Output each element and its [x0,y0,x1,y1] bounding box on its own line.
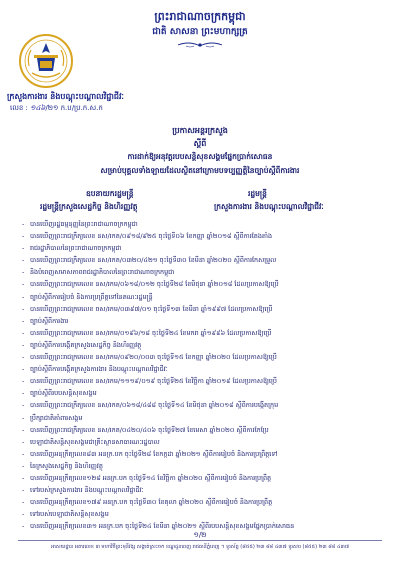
reference-item: - បានឃើញអនុក្រឹត្យលេខ៨៣ អនក្រ.បក ចុះថ្ងៃទី២៨ ខែកក្កដា ឆ្នាំ២០២១ ស្តីពីការរៀបចំ និងការប្រព្រឹត្តទៅ [20,448,392,460]
reference-item: - ច្បាប់ស្តីពីការងារ [20,315,392,327]
reference-item: - ច្បាប់ស្តីពីរបបសន្តិសុខសង្គម [20,387,392,399]
reference-item: - បានឃើញព្រះរាជក្រមលេខ នស/រកម/០៦១៨/០១២ ចុះថ្ងៃទី២៨ ខែមិថុនា ឆ្នាំ២០១៨ ដែលប្រកាសឱ្យប្រើ [20,278,392,290]
reference-item: - ច្បាប់ស្តីពីការបង្កើតក្រសួងសេដ្ឋកិច្ច និងហិរញ្ញវត្ថុ [20,339,392,351]
signatory-right-title: រដ្ឋមន្ត្រី [248,189,267,198]
reference-item: - ប្រឹក្សាជាតិគាំពារសង្គម [20,412,392,424]
document-type-title: ប្រកាសអន្តរក្រសួង [172,126,228,135]
reference-item: - បានឃើញអនុក្រឹត្យលេខ១២៨ អនក្រ.បក ចុះថ្ងៃទី១៤ ខែវិច្ឆិកា ឆ្នាំ២០២០ ស្តីពីការរៀបចំ និងការប្រព្រឹត្ត [20,472,392,484]
reference-item: - ទៅរបស់បេឡាជាតិសន្តិសុខសង្គម [20,508,392,520]
reference-item: - បានឃើញព្រះរាជក្រឹត្យលេខ នស/រកត/០៩១៨/៩២៥ ចុះថ្ងៃទី០៦ ខែកញ្ញា ឆ្នាំ២០១៨ ស្តីពីការតែងតាំង [20,230,392,242]
reference-suffix: /២១ [45,104,59,112]
reference-item: - បានឃើញព្រះរាជក្រមលេខ ចស/រកម/០៣៩៧/០១ ចុះថ្ងៃទី១៣ ខែមីនា ឆ្នាំ១៩៩៧ ដែលប្រកាសឱ្យប្រើ [20,303,392,315]
signatory-left-ministry: រដ្ឋមន្ត្រីក្រសួងសេដ្ឋកិច្ច និងហិរញ្ញវត្ថុ [40,202,138,211]
ministry-logo-icon [18,33,74,89]
tacto-ornament-icon [176,41,224,49]
page-number: ១/២ [193,531,207,539]
reference-item: - បានឃើញរដ្ឋធម្មនុញ្ញនៃព្រះរាជាណាចក្រកម្ពុជា [20,218,392,230]
signatory-right-ministry: ក្រសួងការងារ និងបណ្តុះបណ្តាលវិជ្ជាជីវៈ [214,202,324,211]
national-motto: ជាតិ សាសនា ព្រះមហាក្សត្រ [152,27,248,37]
reference-handwritten-number: ១៤៦ [30,104,46,112]
reference-item: - រាជរដ្ឋាភិបាលនៃព្រះរាជាណាចក្រកម្ពុជា [20,242,392,254]
reference-item: - បានឃើញព្រះរាជក្រមលេខ នស/រកម/១១១៩/០១៩ ចុះថ្ងៃទី២៥ ខែវិច្ឆិកា ឆ្នាំ២០១៩ ដែលប្រកាសឱ្យប្រើ [20,375,392,387]
reference-item: - បានឃើញព្រះរាជក្រឹត្យលេខ នស/រកត/០៤២០/៤០៦ ចុះថ្ងៃទី២៧ ខែមេសា ឆ្នាំ២០២០ ស្តីពីការកែប្រែ [20,424,392,436]
reference-item: - បានឃើញអនុក្រឹត្យលេខ១៧៩ អនក្រ.បក ចុះថ្ងៃទី៣០ ខែតុលា ឆ្នាំ២០២០ ស្តីពីការរៀបចំ និងការប្រព្រឹត្ត [20,496,392,508]
reference-item: - ច្បាប់ស្តីពីការបង្កើតក្រសួងការងារ និងបណ្តុះបណ្តាលវិជ្ជាជីវៈ [20,363,392,375]
reference-item: - បានឃើញព្រះរាជក្រមលេខ នស/រកម/០១៩៦/១៨ ចុះថ្ងៃទី២៤ ខែមករា ឆ្នាំ១៩៩៦ ដែលប្រកាសឱ្យប្រើ [20,327,392,339]
reference-item: - បានឃើញអនុក្រឹត្យលេខ៣១ អនក្រ.បក ចុះថ្ងៃទី២៤ ខែមីនា ឆ្នាំ២០២១ ស្តីពីរបបសន្តិសុខសង្គមផ្នែកប្រាក់សោធន [20,520,392,532]
reference-item: - ទៅរបស់ក្រសួងការងារ និងបណ្តុះបណ្តាលវិជ្ជាជីវៈ [20,484,392,496]
reference-item: - បានឃើញព្រះរាជក្រឹត្យលេខ នស/រកត/០៦១៨/៤៨៨ ចុះថ្ងៃទី១៤ ខែមិថុនា ឆ្នាំ២០១៨ ស្តីពីការបង្កើតក្រុម [20,399,392,411]
document-subject-line-1: ការដាក់ឱ្យអនុវត្តរបបសន្តិសុខសង្គមផ្នែកប្រាក់សោធន [127,152,273,161]
reference-number [10,104,103,114]
ministry-name: ក្រសួងការងារ និងបណ្តុះបណ្តាលវិជ្ជាជីវៈ [7,92,124,101]
reference-item: - បានឃើញព្រះរាជក្រឹត្យលេខ នស/រកត/០៣២០/៤២១ ចុះថ្ងៃទី៣០ ខែមីនា ឆ្នាំ២០២០ ស្តីពីការកែសម្រួល [20,254,392,266]
footer-divider [18,540,382,541]
reference-code: ក.ប/ប្រ.ក.ស.ក [60,104,103,112]
signatory-left-title: ឧបនាយករដ្ឋមន្ត្រី [86,189,134,198]
reference-label: លេខ : [10,104,28,112]
document-subject-line-2: សម្រាប់បុគ្គលទាំងឡាយដែលស្ថិតនៅក្រោមបទប្បញ្ញត្តិនៃច្បាប់ស្តីពីការងារ [100,166,300,175]
reference-item: - បានឃើញព្រះរាជក្រមលេខ នស/រកម/០៩២០/០០៣ ចុះថ្ងៃទី១៥ ខែកញ្ញា ឆ្នាំ២០២០ ដែលប្រកាសឱ្យប្រើ [20,351,392,363]
kingdom-header: ព្រះរាជាណាចក្រកម្ពុជា [154,10,246,23]
reference-item: - បេឡាជាតិសន្តិសុខសង្គមជាគ្រឹះស្ថានសាធារណៈរដ្ឋបាល [20,436,392,448]
reference-item: - និងបំពេញសមាសភាពរាជរដ្ឋាភិបាលនៃព្រះរាជាណាចក្រកម្ពុជា [20,266,392,278]
reference-item: - នៃក្រសួងសេដ្ឋកិច្ច និងហិរញ្ញវត្ថុ [20,460,392,472]
reference-item: - ច្បាប់ស្តីពីការរៀបចំ និងការប្រព្រឹត្តទៅនៃគណៈរដ្ឋមន្ត្រី [20,291,392,303]
legal-references-list [20,218,392,532]
footer-address: អាសយដ្ឋាន អគារលេខ ៣ មហាវិថីព្រះមុនីវង្ស សង្កាត់ស្រះចក ខណ្ឌដូនពេញ រាជធានីភ្នំពេញ ។ ទូរស័ព្ទ (៨៥៥) ២៣ ៨៨ ៤៣៧ ទូរសារ (៨៥៥) ២៣ ៨៨ ៤៣៧ [51,544,349,550]
document-regarding: ស្តីពី [193,139,207,148]
